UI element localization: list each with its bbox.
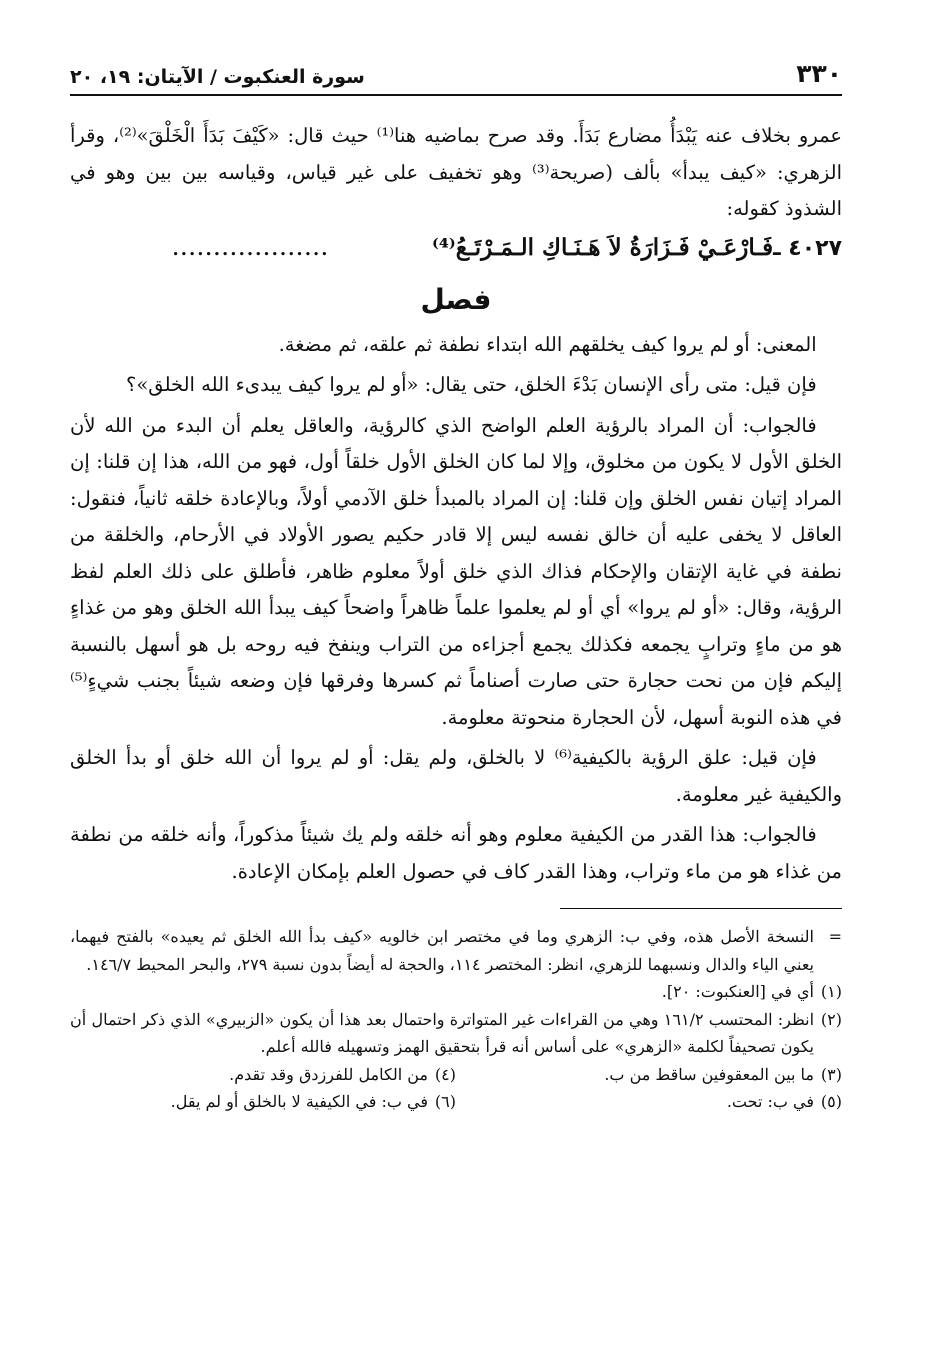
footnote-3 [456, 1061, 842, 1089]
footnote-text: من الكامل للفرزدق وقد تقدم. [229, 1064, 428, 1084]
footnote-6 [70, 1088, 456, 1116]
paragraph-5: فإن قيل: علق الرؤية بالكيفية⁽⁶⁾ لا بالخلق، ولم يقل: أو لم يروا أن الله خلق أو بدأ الخلق والكيفية غير معلومة. [70, 746, 842, 806]
footnote-mark: = [828, 927, 842, 946]
footnotes [70, 923, 842, 1116]
footnote-text: انظر: المحتسب ١٦١/٢ وهي من القراءات غير المتواترة واحتمال بعد هذا أن يكون «الزبيري» الذي ذكر احتمال أن يكون تصحيفاً لكلمة «الزهري» على أساس أنه قرأ بتحقيق الهمز وتسهيله فالله أعلم. [70, 1009, 815, 1056]
main-text [70, 118, 842, 890]
footnote-text: في ب: تحت. [726, 1092, 814, 1111]
verse-text: فَـارْعَـيْ فَـزَارَةُ لاَ هَـنَـاكِ الـمَـرْتَـعُ⁽⁴⁾ [431, 233, 774, 261]
section-title: فصل [420, 283, 492, 316]
page-header [70, 52, 842, 88]
paragraph-4: فالجواب: أن المراد بالرؤية العلم الواضح الذي كالرؤية، والعاقل يعلم أن البدء من الله لأن الخلق الأول لا يكون من مخلوق، وإلا لما كان الخلق الأول خلقاً أول، فهو من الله، هذا إن قلنا: إن المراد إتيان نفس الخلق وإن قلنا: إن المراد بالمبدأ خلق الآدمي أولاً، وبالإعادة خلقه ثانياً، فنقول: العاقل لا يخفى عليه أن خالق نفسه ليس إلا قادر حكيم يصور الأولاد في الأرحام، والخلقة من نطفة في غاية الإتقان والإحكام فذاك الذي خلق أولاً معلوم ظاهر، فأطلق على ذلك العلم لفظ الرؤية، وقال: «أو لم يروا» أي أو لم يعلموا علماً ظاهراً واضحاً كيف يبدأ الله الخلق وهو من غذاءٍ هو من ماءٍ وترابٍ يجمعه فكذلك يجمع أجزاءه من التراب وينفخ فيه روحه بل هو أسهل بالنسبة إليكم فإن من نحت حجارة حتى صارت أصناماً ثم كسرها وفرقها فإن وضعه شيئاً بجنب شيءٍ⁽⁵⁾ في هذه النوبة أسهل، لأن الحجارة منحوتة معلومة. [70, 413, 842, 729]
page-number: ٣٣٠ [796, 59, 842, 88]
footnote-continuation [70, 923, 842, 978]
footnote-text: أي في [العنكبوت: ٢٠]. [661, 982, 814, 1001]
footnote-5 [456, 1088, 842, 1116]
footnote-mark: (٥) [820, 1092, 842, 1111]
footnote-2 [70, 1006, 842, 1061]
footnote-text: في ب: في الكيفية لا بالخلق أو لم يقل. [170, 1092, 428, 1111]
footnote-text: النسخة الأصل هذه، وفي ب: الزهري وما في مختصر ابن خالويه «كيف بدأ الله الخلق ثم يعيده» بالفتح فيهما، يعني الياء والدال ونسبهما للزهري، انظر: المختصر ١١٤، والحجة له أيضاً بدون نسبة ٢٧٩، والبحر المحيط ١٤٦/٧. [70, 927, 814, 974]
verse-line [70, 230, 842, 269]
paragraph-2: المعنى: أو لم يروا كيف يخلقهم الله ابتداء نطفة ثم علقه، ثم مضغة. [278, 332, 817, 356]
running-title: سورة العنكبوت / الآيتان: ١٩، ٢٠ [70, 66, 365, 88]
paragraph-1: عمرو بخلاف عنه يَبْدَأُ مضارع بَدَأَ. وقد صرح بماضيه هنا⁽¹⁾ حيث قال: «كَيْفَ بَدَأَ الْخَلْقَ»⁽²⁾، وقرأ الزهري: «كيف يبدأ» بألف (صريحة⁽³⁾ وهو تخفيف على غير قياس، وقياسه بين بين وهو في الشذوذ كقوله: [70, 124, 843, 220]
verse-number: ٤٠٢٧ ـ [773, 235, 842, 261]
paragraph-3: فإن قيل: متى رأى الإنسان بَدْءَ الخلق، حتى يقال: «أو لم يروا كيف يبدىء الله الخلق»؟ [126, 373, 817, 396]
footnote-mark: (٣) [820, 1064, 842, 1084]
footnote-rule [560, 908, 842, 909]
footnote-mark: (٦) [434, 1092, 456, 1111]
footnote-row-3-4 [70, 1061, 842, 1089]
paragraph-6: فالجواب: هذا القدر من الكيفية معلوم وهو أنه خلقه ولم يك شيئاً مذكوراً، وأنه خلقه من نطفة من غذاء هو من ماء وتراب، وهذا القدر كاف في حصول العلم بإمكان الإعادة. [70, 823, 842, 883]
footnote-4 [70, 1061, 456, 1089]
footnote-mark: (٢) [820, 1009, 842, 1029]
book-page [70, 52, 842, 1116]
verse-dots: ................... [172, 238, 330, 260]
header-rule [70, 94, 842, 96]
footnote-1 [70, 978, 842, 1006]
footnote-mark: (١) [820, 982, 842, 1001]
footnote-mark: (٤) [434, 1064, 456, 1084]
footnote-text: ما بين المعقوفين ساقط من ب. [604, 1064, 814, 1084]
footnote-row-5-6 [70, 1088, 842, 1116]
